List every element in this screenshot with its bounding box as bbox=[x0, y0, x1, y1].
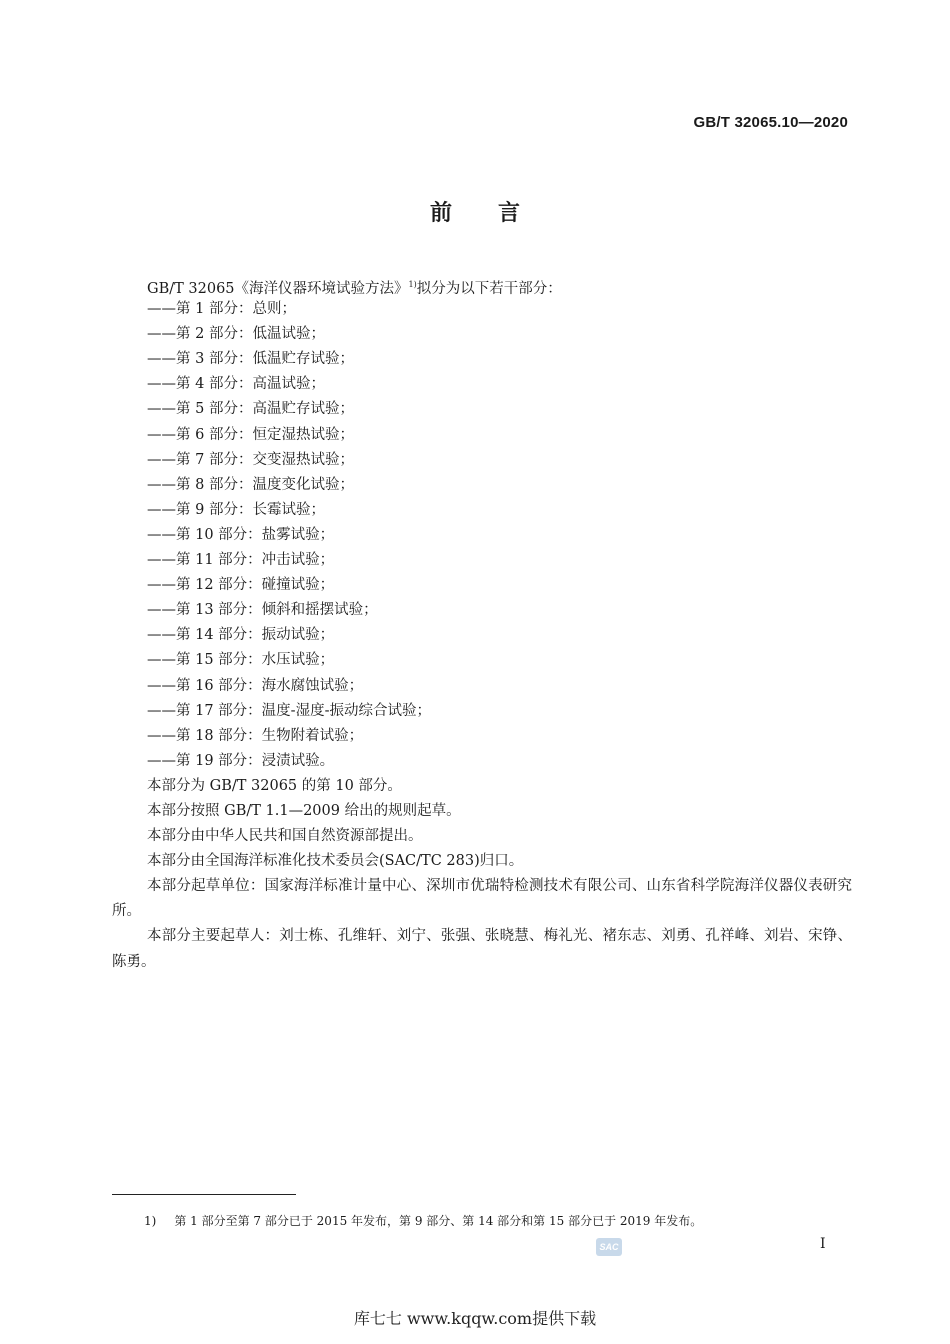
intro-tail: 拟分为以下若干部分： bbox=[416, 281, 562, 297]
page-title: 前言 bbox=[429, 201, 566, 226]
drafting-units-paragraph: 本部分起草单位：国家海洋标准计量中心、深圳市优瑞特检测技术有限公司、山东省科学院海洋仪器仪表研究所。 bbox=[112, 878, 852, 920]
list-item: ——第 12 部分：碰撞试验； bbox=[147, 577, 335, 594]
footnote-divider bbox=[112, 1194, 296, 1195]
list-item: ——第 19 部分：浸渍试验。 bbox=[147, 752, 335, 769]
footnote-text: 第 1 部分至第 7 部分已于 2015 年发布，第 9 部分、第 14 部分和第 15 部分已于 2019 年发布。 bbox=[174, 1214, 703, 1228]
intro-text: GB/T 32065《海洋仪器环境试验方法》 bbox=[147, 281, 409, 297]
parts-list bbox=[112, 297, 852, 774]
list-item: ——第 17 部分：温度-湿度-振动综合试验； bbox=[147, 702, 431, 719]
list-item: ——第 4 部分：高温试验； bbox=[147, 376, 325, 393]
standard-number: GB/T 32065.10—2020 bbox=[693, 114, 848, 131]
list-item: ——第 16 部分：海水腐蚀试验； bbox=[147, 677, 364, 694]
list-item: ——第 13 部分：倾斜和摇摆试验； bbox=[147, 602, 378, 619]
footnote-number: 1) bbox=[144, 1214, 157, 1228]
list-item: ——第 9 部分：长霉试验； bbox=[147, 501, 325, 518]
list-item: ——第 10 部分：盐雾试验； bbox=[147, 526, 335, 543]
list-item: ——第 11 部分：冲击试验； bbox=[147, 552, 335, 569]
list-item: ——第 14 部分：振动试验； bbox=[147, 627, 335, 644]
page-number: I bbox=[820, 1236, 826, 1252]
statement-drafting-rules: 本部分按照 GB/T 1.1—2009 给出的规则起草。 bbox=[147, 802, 461, 819]
download-watermark: 库七七 www.kqqw.com提供下载 bbox=[353, 1309, 597, 1328]
statement-committee: 本部分由全国海洋标准化技术委员会(SAC/TC 283)归口。 bbox=[147, 853, 524, 870]
list-item: ——第 6 部分：恒定湿热试验； bbox=[147, 426, 354, 443]
list-item: ——第 2 部分：低温试验； bbox=[147, 326, 325, 343]
list-item: ——第 18 部分：生物附着试验； bbox=[147, 727, 364, 744]
list-item: ——第 5 部分：高温贮存试验； bbox=[147, 401, 354, 418]
intro-line bbox=[112, 272, 852, 297]
footnote bbox=[144, 1212, 702, 1229]
list-item: ——第 15 部分：水压试验； bbox=[147, 652, 335, 669]
drafters-paragraph: 本部分主要起草人：刘士栋、孔维轩、刘宁、张强、张晓慧、梅礼光、褚东志、刘勇、孔祥峰、刘岩、宋铮、陈勇。 bbox=[112, 928, 852, 970]
footnote-mark: 1) bbox=[408, 280, 417, 289]
sac-logo: SAC bbox=[596, 1238, 622, 1256]
list-item: ——第 3 部分：低温贮存试验； bbox=[147, 351, 354, 368]
list-item: ——第 7 部分：交变湿热试验； bbox=[147, 451, 354, 468]
list-item: ——第 1 部分：总则； bbox=[147, 301, 296, 318]
statement-proposer: 本部分由中华人民共和国自然资源部提出。 bbox=[147, 828, 423, 845]
list-item: ——第 8 部分：温度变化试验； bbox=[147, 476, 354, 493]
statement-part-number: 本部分为 GB/T 32065 的第 10 部分。 bbox=[147, 777, 402, 794]
document-body bbox=[112, 272, 852, 975]
